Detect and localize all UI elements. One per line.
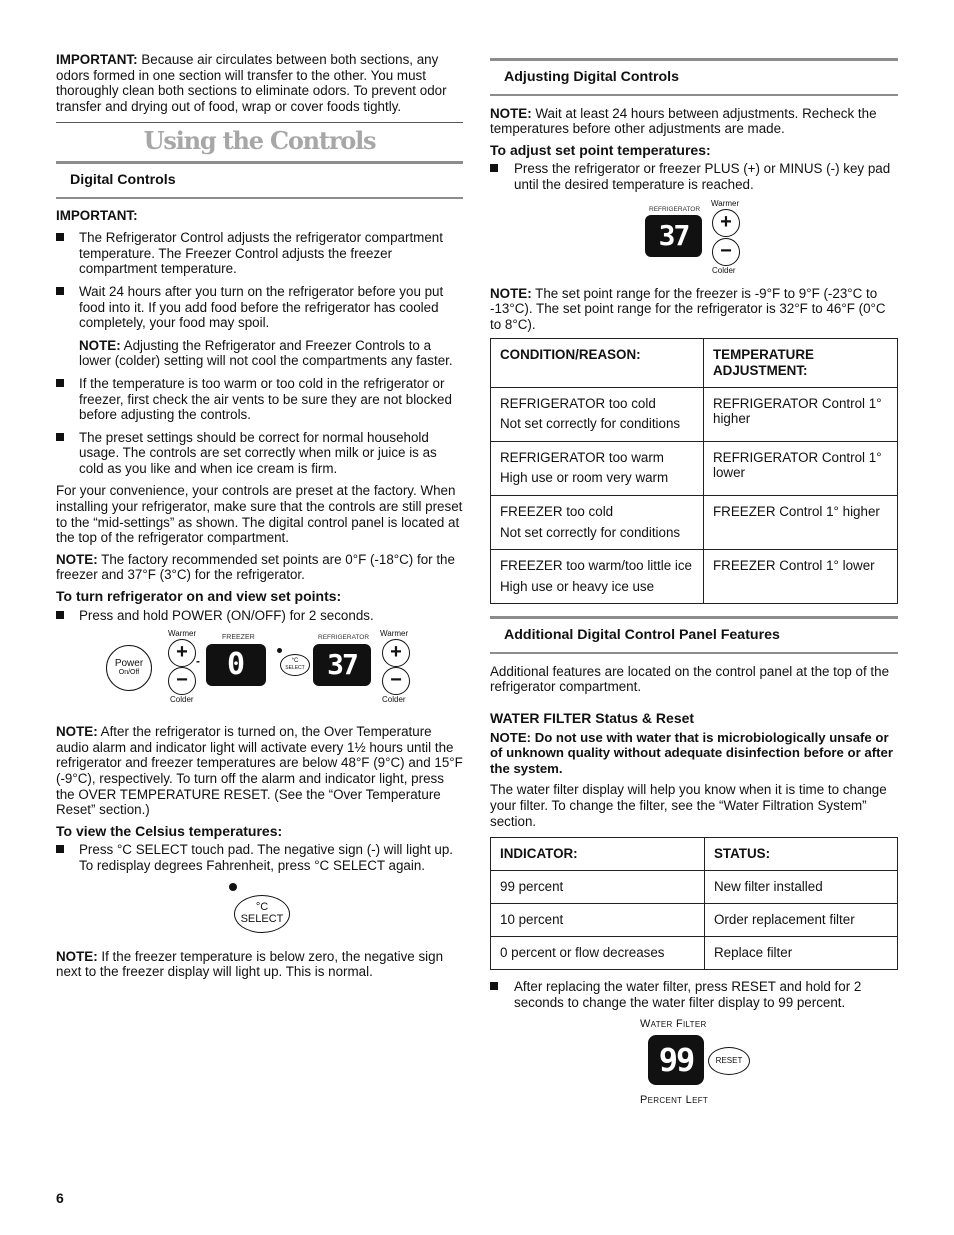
- colder-label: Colder: [382, 695, 406, 705]
- table-header-cell: TEMPERATURE ADJUSTMENT:: [704, 339, 898, 387]
- celsius-figure: [56, 881, 463, 943]
- colder-label: Colder: [170, 695, 194, 705]
- table-header-cell: STATUS:: [705, 838, 898, 871]
- control-panel-figure: [56, 630, 463, 716]
- freezer-plus-button[interactable]: +: [168, 639, 196, 667]
- list-item: Press the refrigerator or freezer PLUS (+) or MINUS (-) key pad until the desired temperature is reached.: [490, 161, 898, 192]
- bullet-square-icon: [56, 287, 64, 295]
- fridge-display: 37: [313, 644, 371, 686]
- water-filter-label: Water Filter: [640, 1018, 707, 1031]
- water-filter-figure: [490, 1017, 898, 1111]
- water-paragraph: The water filter display will help you know when it is time to change your filter. To change the filter, see the “Water Filtration System” section.: [490, 782, 887, 829]
- celsius-select-button[interactable]: °C SELECT: [280, 654, 310, 676]
- additional-paragraph: Additional features are located on the control panel at the top of the refrigerator compartment.: [490, 663, 890, 695]
- table-row: FREEZER too warm/too little ice High use or heavy ice use FREEZER Control 1° lower: [491, 550, 898, 604]
- table-header-cell: INDICATOR:: [491, 838, 705, 871]
- bullet-square-icon: [56, 433, 64, 441]
- left-column: [56, 0, 463, 986]
- heading-rule: [490, 94, 898, 96]
- note-paragraph: NOTE: Adjusting the Refrigerator and Freezer Controls to a lower (colder) setting will not cool the compartments any faster.: [79, 337, 453, 369]
- right-column: [490, 0, 898, 1111]
- warmer-label: Warmer: [711, 198, 740, 208]
- table-row: 0 percent or flow decreases Replace filter: [491, 937, 898, 970]
- table-row: REFRIGERATOR too warm High use or room very warm REFRIGERATOR Control 1° lower: [491, 441, 898, 495]
- digital-controls-heading: Digital Controls: [70, 171, 176, 188]
- fridge-minus-button[interactable]: −: [382, 667, 410, 695]
- dot-indicator-icon: [229, 883, 237, 891]
- celsius-heading: To view the Celsius temperatures:: [56, 822, 283, 839]
- important-label: IMPORTANT:: [56, 207, 138, 223]
- filter-table: [490, 837, 898, 970]
- fridge-plus-button[interactable]: +: [712, 209, 740, 237]
- water-filter-display: 99: [648, 1035, 704, 1085]
- note-paragraph: NOTE: The factory recommended set points are 0°F (-18°C) for the freezer and 37°F (3°C) for the refrigerator.: [56, 551, 455, 583]
- table-header-cell: CONDITION/REASON:: [491, 339, 704, 387]
- warmer-label: Warmer: [168, 629, 197, 639]
- dot-indicator-icon: [277, 648, 282, 653]
- note-paragraph: NOTE: Wait at least 24 hours between adjustments. Recheck the temperatures before other adjustments are made.: [490, 105, 877, 137]
- freezer-display: 0: [206, 644, 266, 686]
- freezer-minus-button[interactable]: −: [168, 667, 196, 695]
- celsius-select-button[interactable]: °C SELECT: [234, 895, 290, 933]
- water-filter-heading: WATER FILTER Status & Reset: [490, 710, 695, 727]
- heading-rule: [56, 197, 463, 199]
- fridge-control-figure: [490, 200, 898, 278]
- section-divider: [56, 122, 463, 123]
- bullet-square-icon: [56, 233, 64, 241]
- reset-button[interactable]: RESET: [708, 1047, 750, 1075]
- bullet-square-icon: [490, 982, 498, 990]
- bullet-square-icon: [56, 611, 64, 619]
- convenience-paragraph: For your convenience, your controls are preset at the factory. When installing your refrigerator, make sure that the controls are still preset to the “mid-settings” as shown. The digital control panel is located at the top of the refrigerator compartment.: [56, 483, 463, 546]
- table-row: FREEZER too cold Not set correctly for conditions FREEZER Control 1° higher: [491, 495, 898, 549]
- list-item: If the temperature is too warm or too cold in the refrigerator or freezer, first check the air vents to be sure they are not blocked before adjusting the controls.: [56, 376, 463, 423]
- power-button[interactable]: Power On/Off: [106, 645, 152, 691]
- turn-on-heading: To turn refrigerator on and view set points:: [56, 588, 342, 605]
- bullet-square-icon: [490, 164, 498, 172]
- colder-label: Colder: [712, 265, 736, 275]
- note-paragraph: NOTE: If the freezer temperature is below zero, the negative sign next to the freezer display will light up. This is normal.: [56, 948, 444, 980]
- additional-heading: Additional Digital Control Panel Features: [504, 627, 780, 644]
- fridge-plus-button[interactable]: +: [382, 639, 410, 667]
- bullet-square-icon: [56, 845, 64, 853]
- note-paragraph: NOTE: The set point range for the freezer is -9°F to 9°F (-23°C to -13°C). The set point range for the refrigerator is 32°F to 46°F (0°C to 8°C).: [490, 285, 886, 332]
- note-paragraph: NOTE: After the refrigerator is turned on, the Over Temperature audio alarm and indicator light will activate every 1½ hours until the refrigerator and freezer temperatures are below 48°F (9°C) and 15°F (-9°C), respectively. To turn off the alarm and indicator light, press the OVER TEMPERATURE RESET. (See the “Over Temperature Reset” section.): [56, 724, 463, 818]
- freezer-display-label: FREEZER: [222, 634, 255, 642]
- heading-rule: [490, 652, 898, 654]
- page-title: Using the Controls: [143, 126, 376, 156]
- table-row: REFRIGERATOR too cold Not set correctly for conditions REFRIGERATOR Control 1° higher: [491, 387, 898, 441]
- list-item: Wait 24 hours after you turn on the refrigerator before you put food into it. If you add food before the refrigerator has cooled completely, your food may spoil.: [56, 284, 463, 331]
- negative-sign-indicator: -: [196, 654, 200, 669]
- setpoint-heading: To adjust set point temperatures:: [490, 141, 711, 158]
- fridge-display: 37: [645, 215, 702, 257]
- table-row: 99 percent New filter installed: [491, 871, 898, 904]
- table-row: 10 percent Order replacement filter: [491, 904, 898, 937]
- table-header-row: [491, 339, 898, 387]
- list-item: Press and hold POWER (ON/OFF) for 2 seconds.: [56, 608, 463, 624]
- list-item: After replacing the water filter, press RESET and hold for 2 seconds to change the water filter display to 99 percent.: [490, 979, 898, 1010]
- warmer-label: Warmer: [380, 629, 409, 639]
- bullet-square-icon: [56, 379, 64, 387]
- intro-paragraph: IMPORTANT: Because air circulates between both sections, any odors formed in one section will transfer to the other. You must thoroughly clean both sections to eliminate odors. To prevent odor transfer and drying out of food, wrap or cover foods tightly.: [56, 52, 447, 114]
- fridge-minus-button[interactable]: −: [712, 238, 740, 266]
- list-item: The Refrigerator Control adjusts the refrigerator compartment temperature. The Freezer Control adjusts the freezer compartment temperature.: [56, 230, 463, 277]
- fridge-display-label: REFRIGERATOR: [318, 634, 370, 642]
- list-item: The preset settings should be correct for normal household usage. The controls are set correctly when milk or juice is as cold as you like and when ice cream is firm.: [56, 430, 463, 477]
- water-warning: NOTE: Do not use with water that is microbiologically unsafe or of unknown quality without adequate disinfection before or after the system.: [490, 729, 893, 776]
- adjusting-heading: Adjusting Digital Controls: [504, 69, 679, 85]
- fridge-display-label: REFRIGERATOR: [649, 205, 701, 213]
- temperature-table: [490, 338, 898, 604]
- table-header-row: [491, 838, 898, 871]
- page-number: 6: [56, 1190, 64, 1206]
- percent-left-label: Percent Left: [640, 1094, 709, 1107]
- list-item: Press °C SELECT touch pad. The negative sign (-) will light up. To redisplay degrees Fahrenheit, press °C SELECT again.: [56, 842, 463, 873]
